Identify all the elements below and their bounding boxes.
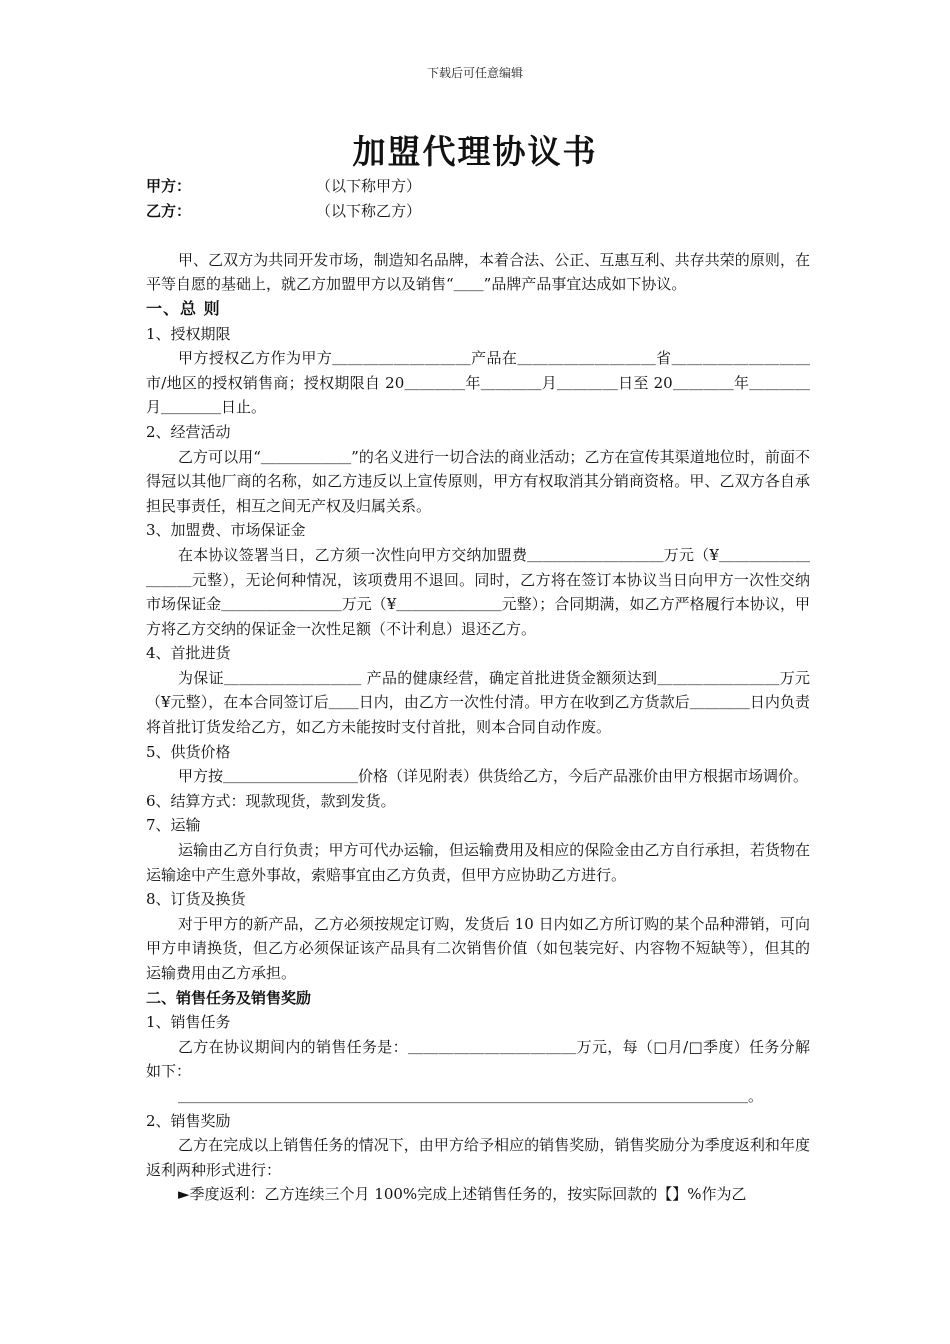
clause-heading: 2、经营活动 — [146, 422, 231, 441]
section-heading: 二、销售任务及销售奖励 — [146, 988, 312, 1007]
clause-heading: 3、加盟费、市场保证金 — [146, 521, 306, 540]
clause-heading: 1、授权期限 — [146, 324, 231, 343]
blank-fill-line: ＿＿＿＿＿＿＿＿＿＿＿＿＿＿＿＿＿＿＿＿＿＿＿＿＿＿＿＿＿＿＿＿＿＿＿＿＿＿。 — [178, 1086, 764, 1105]
clause-text: 在本协议签署当日，乙方须一次性向甲方交纳加盟费＿＿＿＿＿＿＿＿＿万元（¥＿＿＿＿＿＿＿＿＿元整），无论何种情况，该项费用不退回。同时，乙方将在签订本协议当日向甲方一次性交纳市场保证金＿＿＿＿＿＿＿＿万元（¥＿＿＿＿＿＿＿元整）；合同期满，如乙方严格履行本协议，甲方将乙方交纳的保证金一次性足额（不计利息）退还乙方。 — [146, 545, 810, 638]
party-b-label: 乙方： — [146, 201, 192, 220]
document-title: 加盟代理协议书 — [352, 132, 598, 171]
header-note: 下载后可任意编辑 — [426, 66, 523, 80]
clause-heading: 8、订货及换货 — [146, 890, 246, 909]
intro-paragraph: 甲、乙双方为共同开发市场，制造知名品牌，本着合法、公正、互惠互利、共存共荣的原则，在平等自愿的基础上，就乙方加盟甲方以及销售“＿＿”品牌产品事宜达成如下协议。 — [146, 250, 810, 294]
clause-heading: 7、运输 — [146, 816, 201, 835]
clause-heading: 5、供货价格 — [146, 742, 231, 761]
clause-text: 甲方授权乙方作为甲方＿＿＿＿＿＿＿＿＿产品在＿＿＿＿＿＿＿＿＿省＿＿＿＿＿＿＿＿＿市/地区的授权销售商；授权期限自 20＿＿＿＿年＿＿＿＿月＿＿＿＿日至 20＿＿＿＿年＿＿＿＿月＿＿＿＿日止。 — [146, 349, 810, 417]
party-a-note: （以下称甲方） — [316, 177, 422, 195]
clause-text: 运输由乙方自行负责；甲方可代办运输，但运输费用及相应的保险金由乙方自行承担，若货物在运输途中产生意外事故，索赔事宜由乙方负责，但甲方应协助乙方进行。 — [146, 841, 810, 884]
party-a-label: 甲方： — [146, 177, 192, 195]
spacer — [146, 223, 810, 248]
clause-heading: 4、首批进货 — [146, 644, 231, 663]
clause-text: 为保证＿＿＿＿＿＿＿＿＿ 产品的健康经营，确定首批进货金额须达到＿＿＿＿＿＿＿＿万元（¥元整），在本合同签订后＿＿日内，由乙方一次性付清。甲方在收到乙方货款后＿＿＿＿日内负责将首批订货发给乙方，如乙方未能按时支付首批，则本合同自动作废。 — [146, 668, 810, 737]
clause-heading: 1、销售任务 — [146, 1013, 231, 1032]
party-a-row — [146, 174, 810, 199]
clause-heading: 2、销售奖励 — [146, 1111, 231, 1130]
party-b-note: （以下称乙方） — [316, 201, 422, 220]
clause-text: 乙方在完成以上销售任务的情况下，由甲方给予相应的销售奖励，销售奖励分为季度返利和年度返利两种形式进行： — [146, 1136, 810, 1179]
clause-heading: 6、结算方式：现款现货，款到发货。 — [146, 791, 396, 810]
clause-text: 对于甲方的新产品，乙方必须按规定订购，发货后 10 日内如乙方所订购的某个品种滞销，可向甲方申请换货，但乙方必须保证该产品具有二次销售价值（如包装完好、内容物不短缺等），但其的运输费用由乙方承担。 — [146, 914, 810, 982]
document-body — [146, 174, 810, 1207]
section-heading: 一、总 则 — [146, 298, 221, 318]
clause-text: 乙方可以用“＿＿＿＿＿＿”的名义进行一切合法的商业活动；乙方在宣传其渠道地位时，前面不得冠以其他厂商的名称，如乙方违反以上宣传原则，甲方有权取消其分销商资格。甲、乙双方各自承担民事责任，相互之间无产权及归属关系。 — [146, 447, 810, 515]
clause-text: 甲方按＿＿＿＿＿＿＿＿＿价格（详见附表）供货给乙方，今后产品涨价由甲方根据市场调价。 — [178, 767, 809, 786]
party-b-row — [146, 199, 810, 224]
clause-text: 乙方在协议期间内的销售任务是：＿＿＿＿＿＿＿＿＿＿＿万元，每（□月/□季度）任务分解如下： — [146, 1037, 810, 1081]
bullet-item: ►季度返利：乙方连续三个月 100%完成上述销售任务的，按实际回款的【】%作为乙 — [178, 1185, 747, 1204]
